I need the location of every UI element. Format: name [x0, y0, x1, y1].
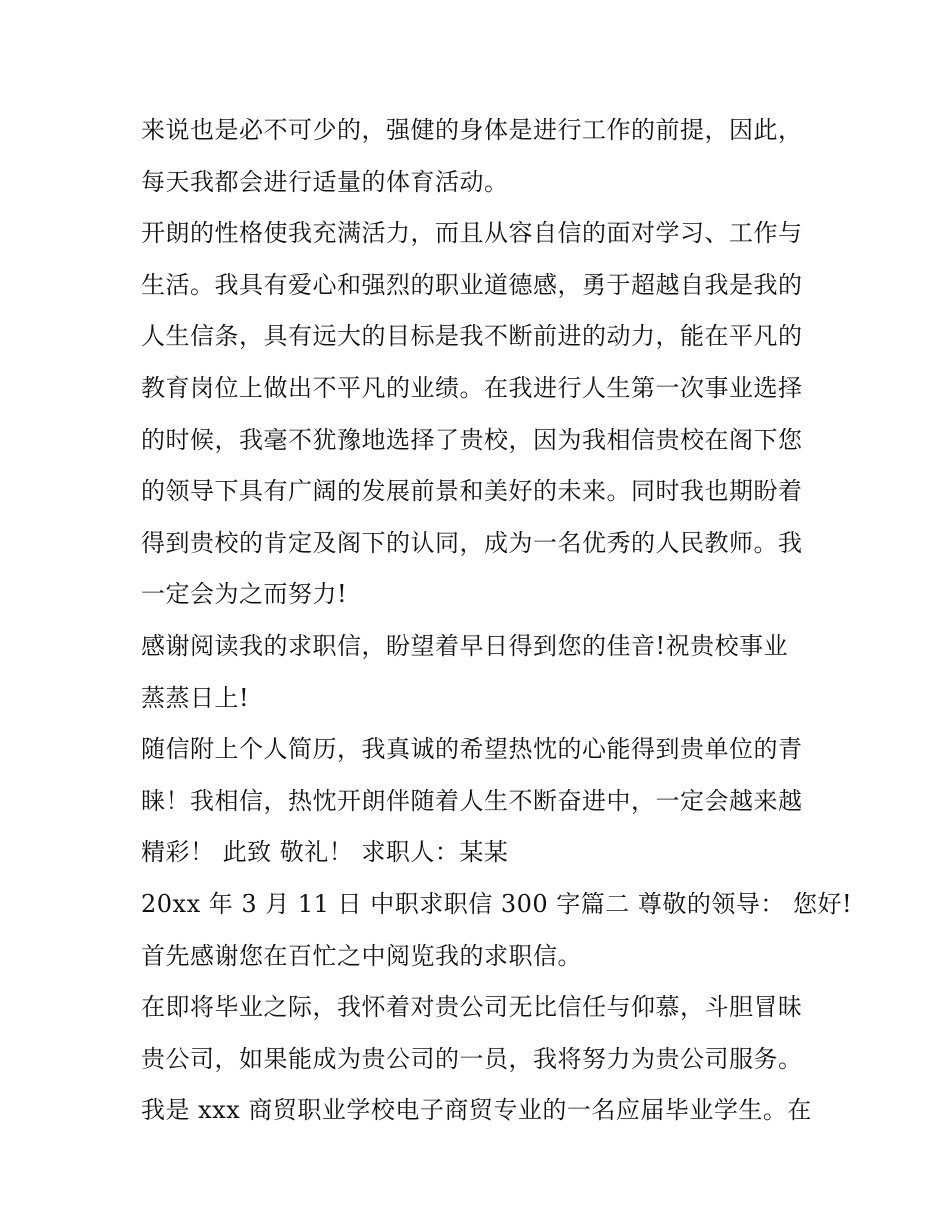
text-line: 人生信条，具有远大的目标是我不断前进的动力，能在平凡的	[141, 322, 803, 351]
text-line: 精彩！ 此致 敬礼！ 求职人：某某	[141, 838, 509, 867]
text-line: 在即将毕业之际，我怀着对贵公司无比信任与仰慕，斗胆冒昧	[141, 993, 803, 1022]
text-line: 生活。我具有爱心和强烈的职业道德感，勇于超越自我是我的	[141, 270, 803, 299]
text-line: 蒸蒸日上!	[141, 683, 250, 712]
text-line: 来说也是必不可少的，强健的身体是进行工作的前提，因此，	[141, 116, 803, 144]
text-line: 感谢阅读我的求职信，盼望着早日得到您的佳音!祝贵校事业	[141, 631, 789, 660]
text-line: 首先感谢您在百忙之中阅览我的求职信。	[141, 941, 582, 970]
text-line: 一定会为之而努力!	[141, 580, 348, 609]
text-line: 20xx 年 3 月 11 日 中职求职信 300 字篇二 尊敬的领导： 您好!	[141, 889, 853, 918]
text-line: 贵公司，如果能成为贵公司的一员，我将努力为贵公司服务。	[141, 1044, 803, 1073]
text-line: 开朗的性格使我充满活力，而且从容自信的面对学习、工作与	[141, 219, 803, 248]
body-text	[141, 105, 853, 1137]
text-line: 我是 xxx 商贸职业学校电子商贸专业的一名应届毕业学生。在	[141, 1096, 812, 1125]
text-line: 的领导下具有广阔的发展前景和美好的未来。同时我也期盼着	[141, 477, 803, 506]
text-line: 得到贵校的肯定及阁下的认同，成为一名优秀的人民教师。我	[141, 528, 803, 557]
text-line: 的时候，我毫不犹豫地选择了贵校，因为我相信贵校在阁下您	[141, 425, 803, 454]
text-line: 每天我都会进行适量的体育活动。	[141, 167, 509, 196]
text-line: 睐！我相信，热忱开朗伴随着人生不断奋进中，一定会越来越	[141, 786, 803, 815]
text-line: 随信附上个人简历，我真诚的希望热忱的心能得到贵单位的青	[141, 735, 803, 764]
text-line: 教育岗位上做出不平凡的业绩。在我进行人生第一次事业选择	[141, 373, 803, 402]
